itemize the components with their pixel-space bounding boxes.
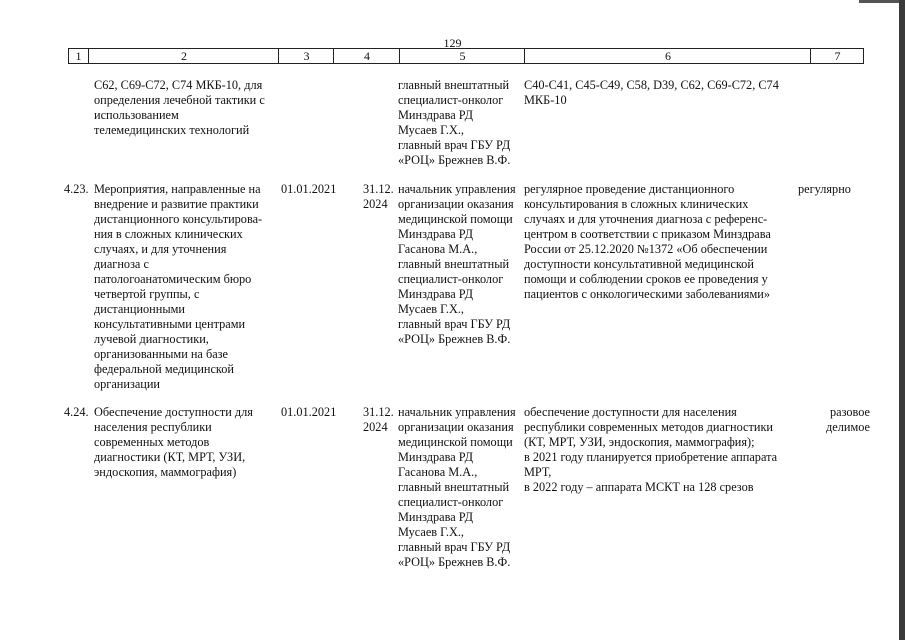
scan-edge <box>899 0 905 640</box>
row-end-date: 31.12. 2024 <box>363 405 394 434</box>
row-start-date: 01.01.2021 <box>281 405 337 419</box>
row-period: регулярно <box>798 182 851 196</box>
header-col-2: 2 <box>88 49 279 63</box>
header-col-3: 3 <box>278 49 334 63</box>
row-number: 4.24. <box>64 405 89 419</box>
row-event: С62, С69-С72, С74 МКБ-10, для определения лечебной тактики с использованием телемедицинских технологий <box>94 78 265 137</box>
row-event: Обеспечение доступности для населения республики современных методов диагностики (КТ, МРТ, УЗИ, эндоскопия, маммография) <box>94 405 253 479</box>
row-responsible: начальник управления организации оказания медицинской помощи Минздрава РД Гасанова М.А., главный внештатный специалист-онколог Минздрава РД Мусаев Г.Х., главный врач ГБУ РД «РОЦ» Брежнев В.Ф. <box>398 182 516 346</box>
table-header-row <box>68 48 864 64</box>
row-event: Мероприятия, направленные на внедрение и развитие практики дистанционного консультирова- ния в сложных клинических случаях, и для уточнения диагноза с патологоанатомическим бюро четвертой группы, с дистанционными консультативными центрами лучевой диагностики, организованными на базе федеральной медицинской организации <box>94 182 263 391</box>
row-result: С40-С41, С45-С49, С58, D39, С62, С69-С72, С74 МКБ-10 <box>524 78 779 107</box>
header-col-5: 5 <box>399 49 525 63</box>
row-result: обеспечение доступности для населения республики современных методов диагностики (КТ, МРТ, УЗИ, эндоскопия, маммография); в 2021 году планируется приобретение аппарата МРТ, в 2022 году – аппарата МСКТ на 128 срезов <box>524 405 778 494</box>
row-period: разовое делимое <box>826 405 870 434</box>
header-col-1: 1 <box>75 49 82 63</box>
row-start-date: 01.01.2021 <box>281 182 337 196</box>
page-number: 129 <box>443 36 462 50</box>
row-responsible: начальник управления организации оказания медицинской помощи Минздрава РД Гасанова М.А., главный внештатный специалист-онколог Минздрава РД Мусаев Г.Х., главный врач ГБУ РД «РОЦ» Брежнев В.Ф. <box>398 405 516 569</box>
header-col-4: 4 <box>333 49 400 63</box>
row-result: регулярное проведение дистанционного консультирования в сложных клинических случаях и для уточнения диагноза с референс- центром в соответствии с приказом Минздрава России от 25.12.2020 №1372 «Об обеспечении доступности консультативной медицинской помощи и соблюдении сроков ее проведения у пациентов с онкологическими заболеваниями» <box>524 182 771 301</box>
header-col-6: 6 <box>524 49 811 63</box>
scan-edge-top <box>859 0 899 3</box>
header-col-7: 7 <box>810 49 864 63</box>
row-number: 4.23. <box>64 182 89 196</box>
row-end-date: 31.12. 2024 <box>363 182 394 211</box>
row-responsible: главный внештатный специалист-онколог Минздрава РД Мусаев Г.Х., главный врач ГБУ РД «РОЦ» Брежнев В.Ф. <box>398 78 511 167</box>
